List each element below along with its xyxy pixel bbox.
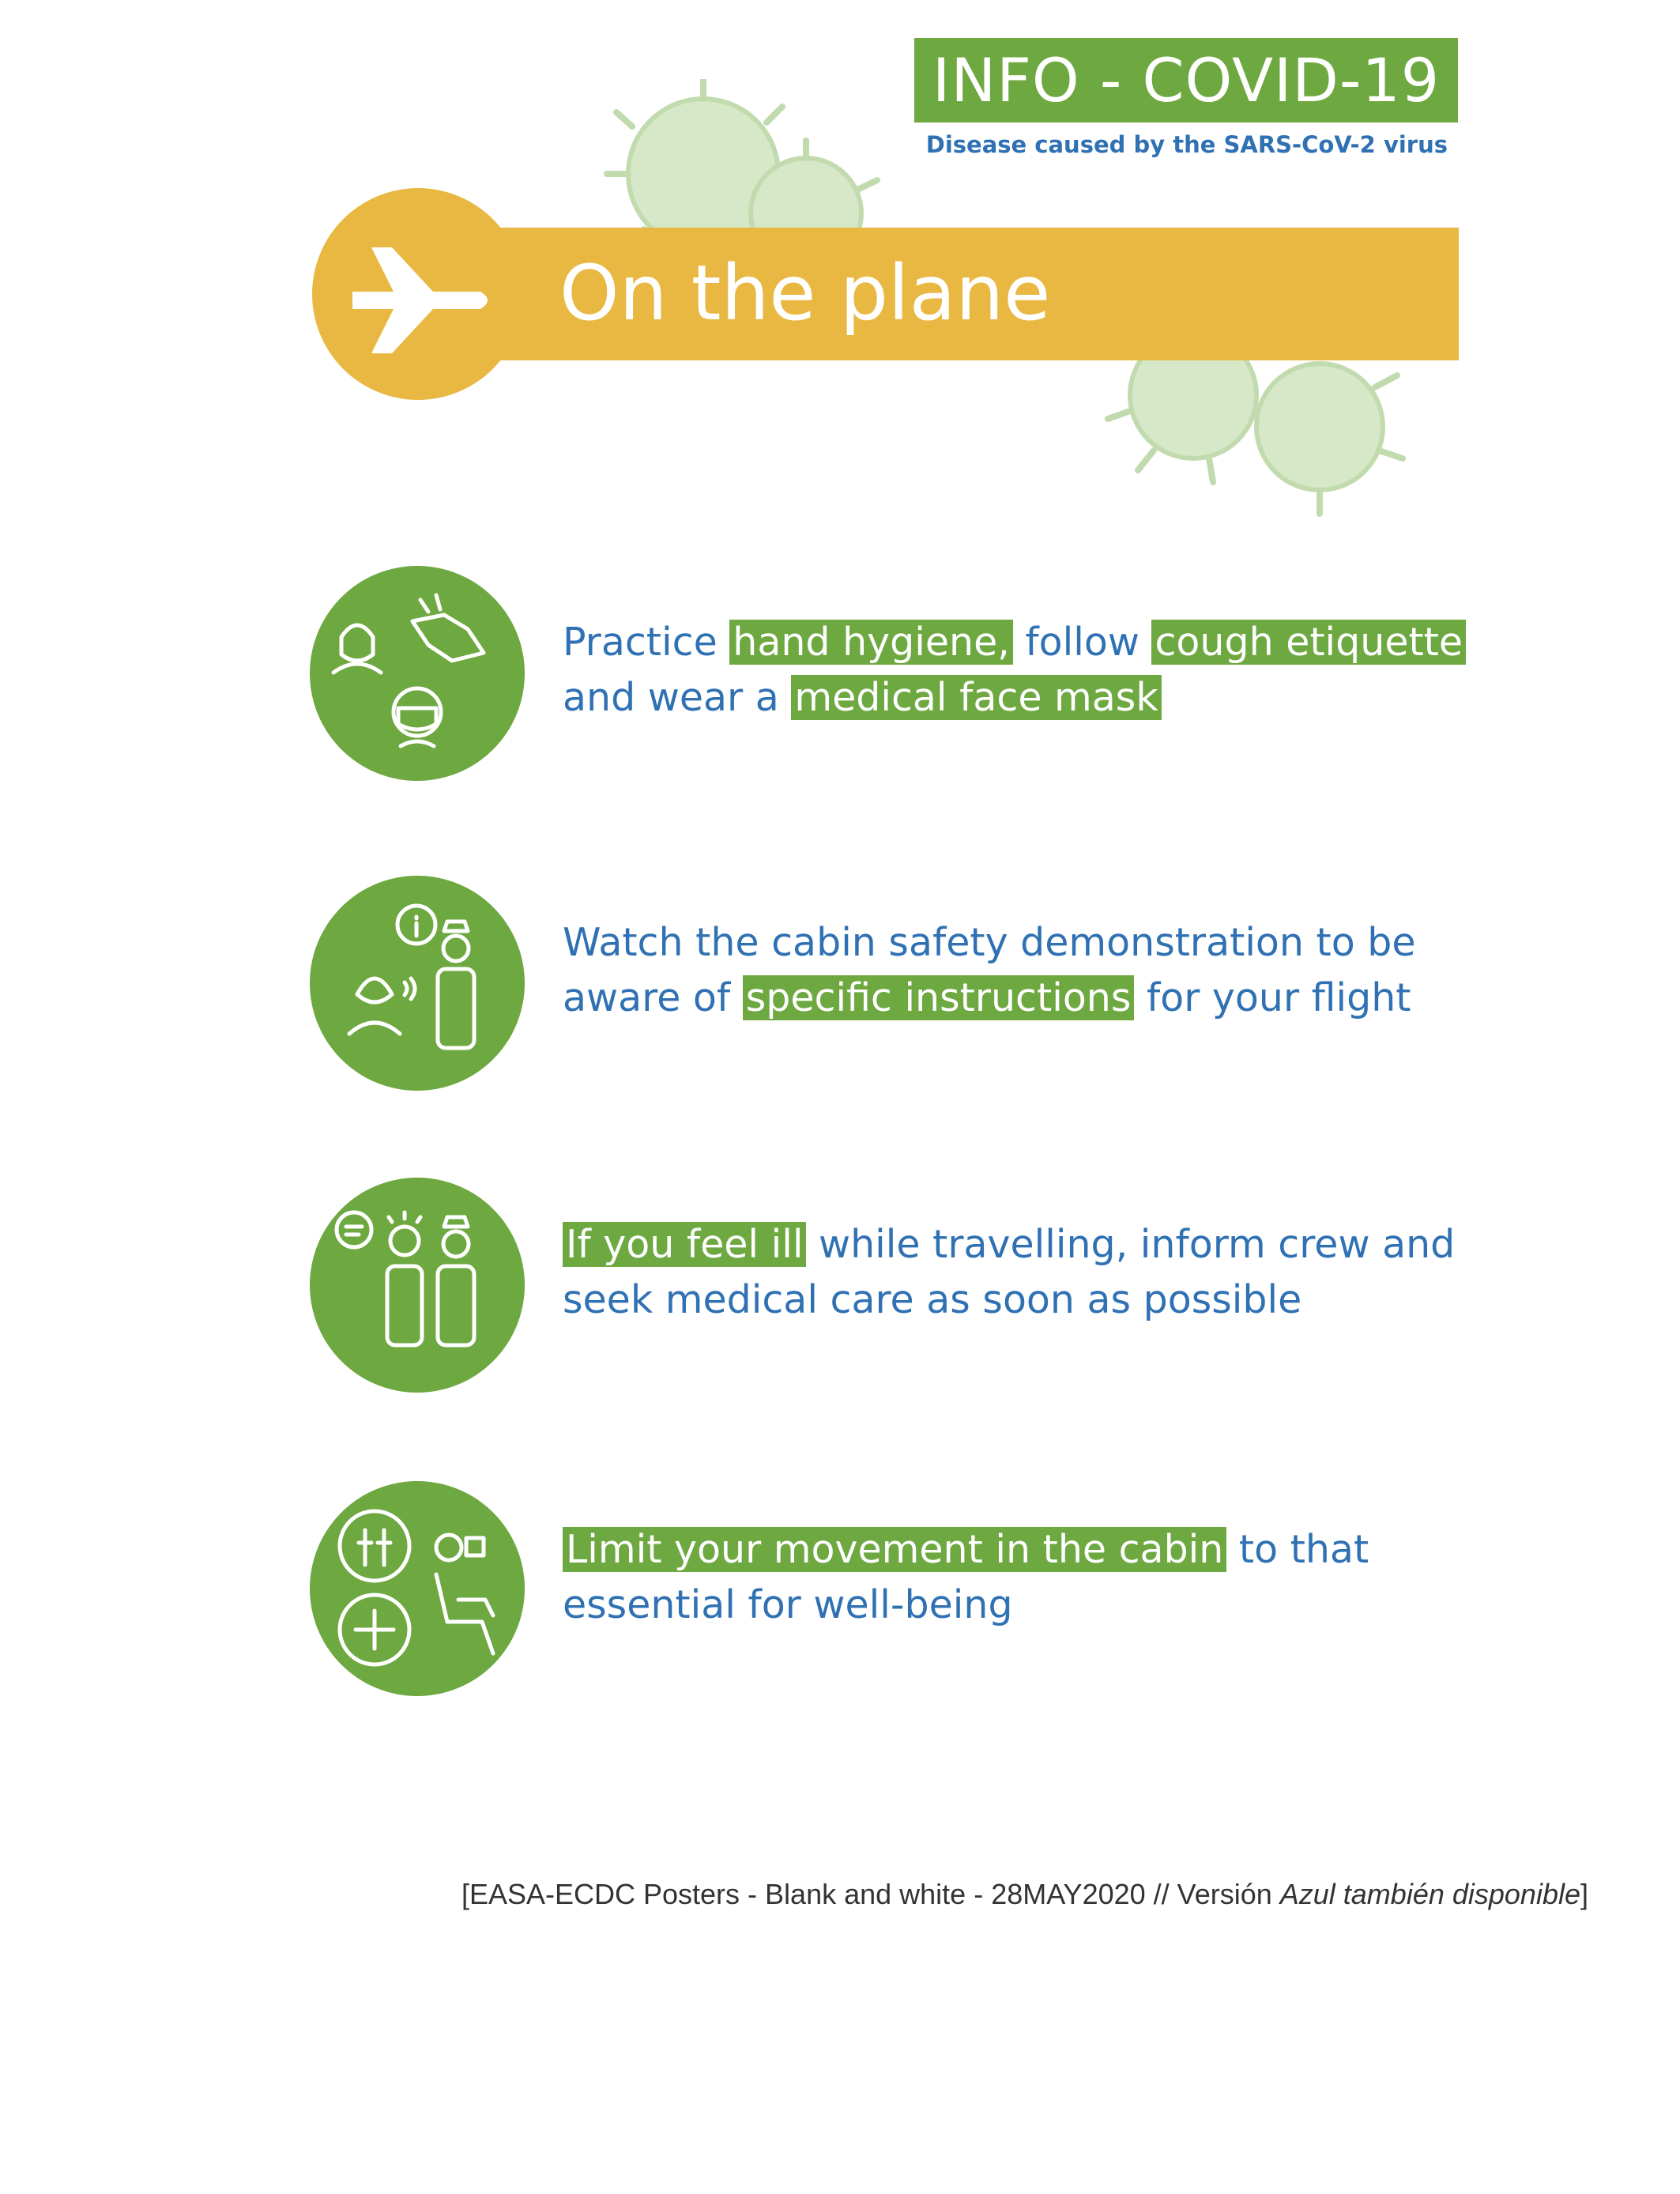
subtitle: Disease caused by the SARS-CoV-2 virus [925,131,1448,158]
footer-prefix: [EASA-ECDC Posters - Blank and white - 28MAY2020 // Versión [461,1878,1280,1910]
ill-passenger-crew-icon [310,1178,525,1393]
item-text-feel-ill [563,1217,1471,1328]
highlight-segment: Limit your movement in the cabin [563,1527,1226,1572]
airplane-icon [346,241,496,360]
text-segment: for your flight [1134,975,1411,1020]
text-segment: Watch the cabin safety demonstration to be aware of [563,920,1416,1020]
text-segment: while travelling, inform crew and seek medical care as soon as possible [563,1222,1456,1322]
hygiene-mask-icon [310,566,525,781]
item-text-limit-movement [563,1522,1471,1633]
highlight-segment: hand hygiene, [729,620,1013,665]
cabin-movement-icon [310,1481,525,1696]
highlight-segment: medical face mask [791,675,1161,720]
highlight-segment: If you feel ill [563,1222,806,1267]
virus-illustration-bottom [1090,340,1422,522]
highlight-segment: specific instructions [743,975,1135,1020]
text-segment: Practice [563,620,730,665]
highlight-segment: cough etiquette [1151,620,1466,665]
text-segment: and wear a [563,675,792,720]
section-title: On the plane [559,249,1051,337]
footer-suffix: ] [1580,1878,1588,1910]
footer-italic: Azul también disponible [1279,1878,1580,1910]
crew-info-icon [310,876,525,1091]
text-segment: to that essential for well-being [563,1527,1369,1627]
item-text-safety-demo [563,915,1471,1026]
text-segment: follow [1012,620,1152,665]
item-text-hygiene [563,615,1471,726]
footer-note [379,1878,1588,1911]
info-covid-badge: INFO - COVID-19 [914,38,1458,123]
